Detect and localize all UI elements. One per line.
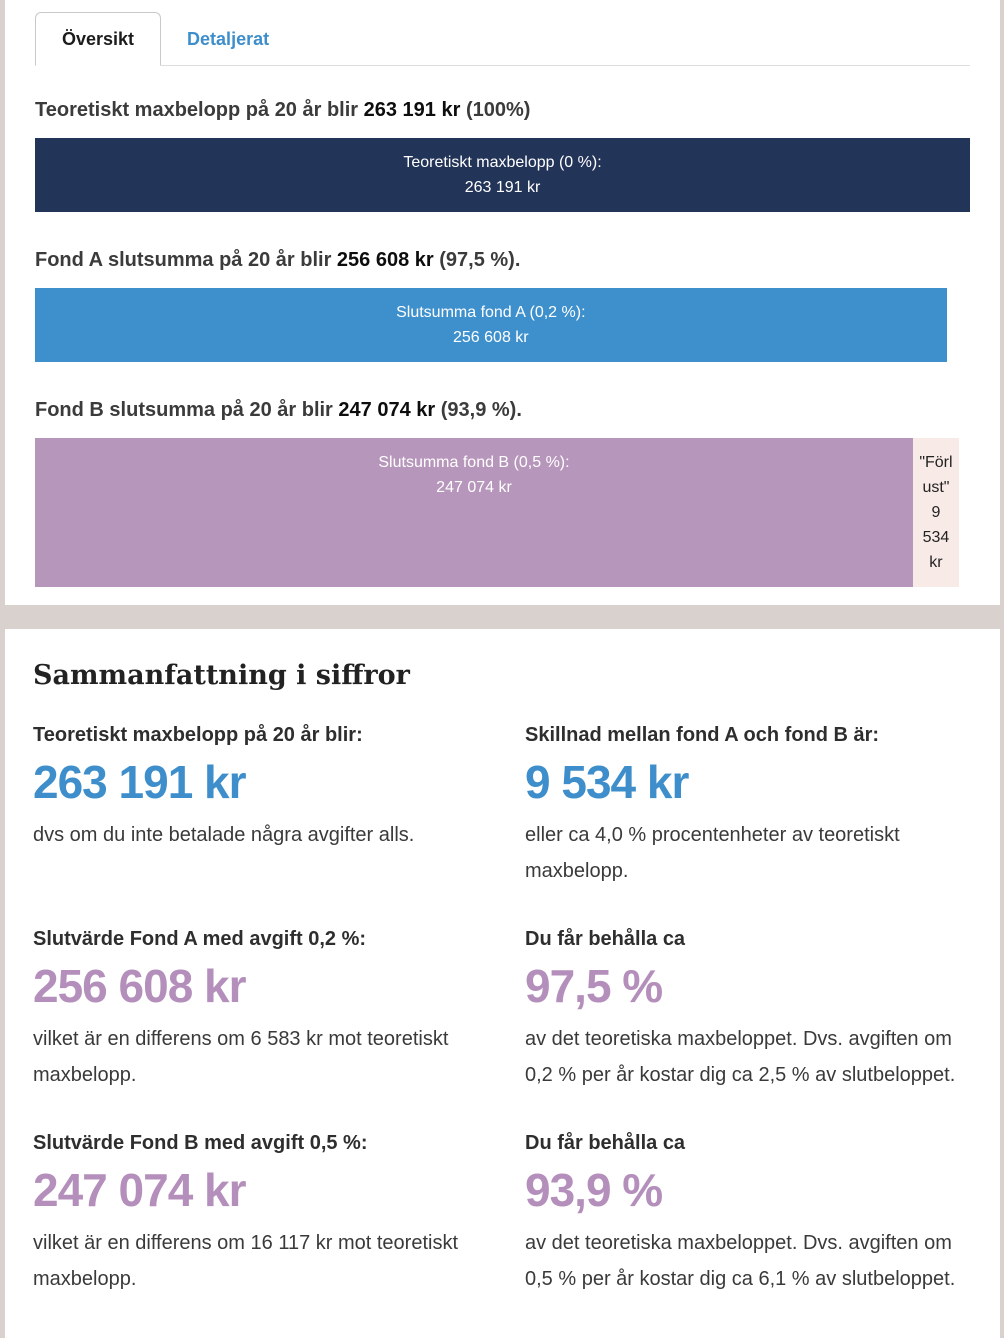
bar1-amount: 263 191 kr: [464, 179, 541, 196]
summary-cell-text: eller ca 4,0 % procentenheter av teoretiskt maxbelopp.: [525, 824, 900, 882]
bar2-label: Slutsumma fond A (0,2 %):: [396, 304, 586, 321]
summary-cell-value: 247 074 kr: [33, 1164, 246, 1216]
bar2-amount: 256 608 kr: [453, 329, 529, 346]
summary-cell-text: av det teoretiska maxbeloppet. Dvs. avgiften om 0,5 % per år kostar dig ca 6,1 % av slutbeloppet.: [525, 1232, 956, 1290]
bar3-heading-value: 247 074 kr: [338, 399, 436, 421]
bar1-heading-suffix: (100%): [460, 99, 531, 121]
bar3-fondB-bar: [35, 438, 913, 587]
bar1-heading-prefix: Teoretiskt maxbelopp på 20 år blir: [35, 99, 364, 121]
bar3-loss-segment: "Förlust" 9 534 kr: [913, 438, 959, 587]
summary-cell-fondA: [33, 925, 480, 1093]
bar2-heading-value: 256 608 kr: [336, 249, 434, 271]
summary-cell-keepA: [525, 925, 972, 1093]
bar1-heading-value: 263 191 kr: [363, 99, 461, 121]
bar2-fondA-bar: [35, 288, 947, 362]
summary-cell-value: 9 534 kr: [525, 756, 689, 808]
overview-card: [5, 0, 1000, 605]
summary-cell-value: 256 608 kr: [33, 960, 246, 1012]
summary-cell-text: vilket är en differens om 16 117 kr mot teoretiskt maxbelopp.: [33, 1232, 459, 1290]
summary-cell-heading: Slutvärde Fond A med avgift 0,2 %:: [33, 928, 367, 950]
summary-cell-max: [33, 721, 480, 889]
bar3-heading: [35, 396, 970, 424]
summary-cell-heading: Du får behålla ca: [525, 928, 686, 950]
summary-cell-value: 97,5 %: [525, 960, 663, 1012]
bar1-max-bar: [35, 138, 970, 212]
bar3-heading-prefix: Fond B slutsumma på 20 år blir: [35, 399, 339, 421]
bar1-heading: [35, 96, 970, 124]
bar3-amount: 247 074 kr: [436, 479, 512, 496]
bar2-heading-suffix: (97,5 %).: [433, 249, 521, 271]
summary-cell-diff: [525, 721, 972, 889]
tab-detaljerat[interactable]: Detaljerat: [187, 29, 270, 49]
summary-cell-heading: Skillnad mellan fond A och fond B är:: [525, 724, 880, 746]
bar2-heading: [35, 246, 970, 274]
bar3-label: Slutsumma fond B (0,5 %):: [378, 454, 570, 471]
summary-cell-keepB: [525, 1129, 972, 1297]
bar3-row: [35, 438, 970, 587]
summary-cell-text: vilket är en differens om 6 583 kr mot teoretiskt maxbelopp.: [33, 1028, 449, 1086]
summary-title: Sammanfattning i siffror: [33, 660, 410, 691]
bar3-heading-suffix: (93,9 %).: [435, 399, 522, 421]
summary-cell-text: dvs om du inte betalade några avgifter alls.: [33, 824, 415, 846]
summary-cell-heading: Teoretiskt maxbelopp på 20 år blir:: [33, 724, 363, 746]
summary-cell-text: av det teoretiska maxbeloppet. Dvs. avgiften om 0,2 % per år kostar dig ca 2,5 % av slutbeloppet.: [525, 1028, 956, 1086]
bar2-heading-prefix: Fond A slutsumma på 20 år blir: [35, 249, 337, 271]
bar1-row: [35, 138, 970, 212]
tab-bar: [35, 0, 970, 66]
summary-cell-value: 93,9 %: [525, 1164, 663, 1216]
summary-grid: [33, 721, 972, 1297]
summary-cell-fondB: [33, 1129, 480, 1297]
summary-cell-heading: Slutvärde Fond B med avgift 0,5 %:: [33, 1132, 368, 1154]
tab-oversikt[interactable]: Översikt: [35, 12, 161, 66]
summary-cell-heading: Du får behålla ca: [525, 1132, 686, 1154]
summary-cell-value: 263 191 kr: [33, 756, 246, 808]
bar1-label: Teoretiskt maxbelopp (0 %):: [403, 154, 602, 171]
bar2-row: [35, 288, 970, 362]
summary-card: [5, 629, 1000, 1338]
